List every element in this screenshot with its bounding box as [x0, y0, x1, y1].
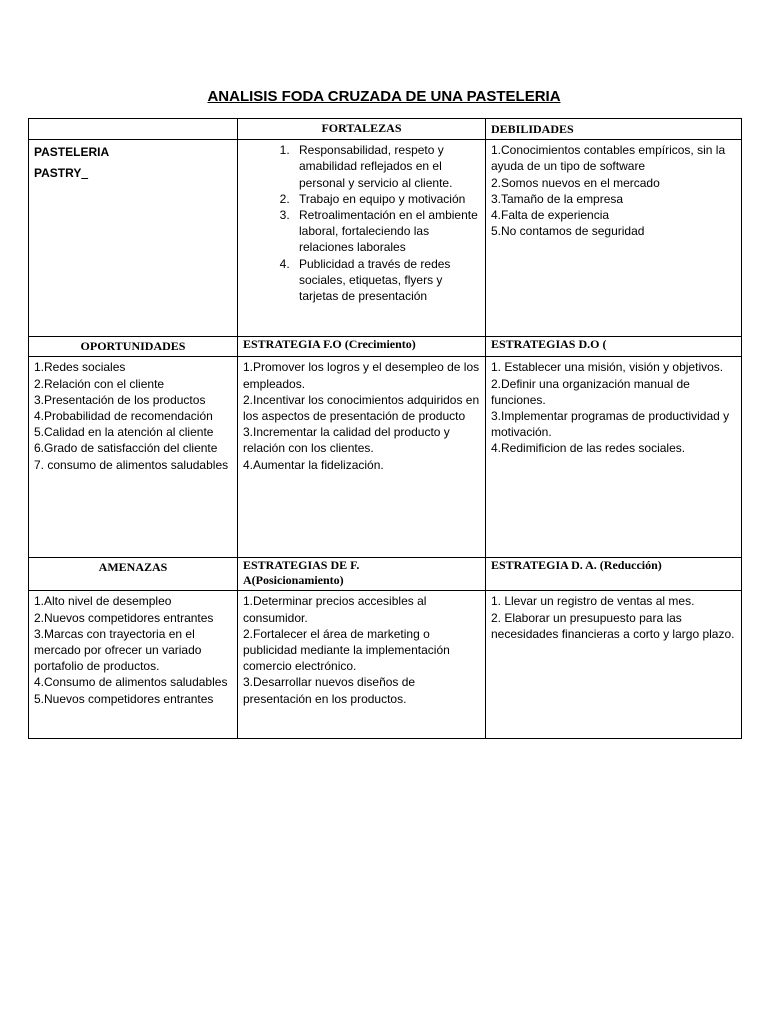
- amenazas-header: AMENAZAS: [29, 558, 238, 591]
- oportunidad-item: 3.Presentación de los productos: [34, 392, 206, 407]
- estrategia-fa-item: 1.Determinar precios accesibles al consumidor.: [243, 594, 427, 625]
- estrategia-fa-item: 3.Desarrollar nuevos diseños de presentación en los productos.: [243, 675, 416, 706]
- fortalezas-header: FORTALEZAS: [238, 119, 486, 140]
- fortalezas-cell: [238, 140, 486, 337]
- amenaza-item: 5.Nuevos competidores entrantes: [34, 691, 214, 706]
- oportunidades-row: [29, 357, 742, 558]
- amenazas-row: [29, 591, 742, 739]
- estrategia-fo-item: 2.Incentivar los conocimientos adquiridos en los aspectos de presentación de producto: [243, 392, 480, 424]
- estrategias-fo-cell: [238, 357, 486, 558]
- fortalezas-list: [243, 142, 480, 304]
- oportunidades-cell: [29, 357, 238, 558]
- company-name-line2: PASTRY: [34, 166, 82, 181]
- estrategia-do-item: 4.Redimificion de las redes sociales.: [491, 441, 686, 456]
- amenaza-item: 1.Alto nivel de desempleo: [34, 594, 172, 609]
- estrategias-fa-cell: [238, 591, 486, 739]
- estrategia-do-item: 2.Definir una organización manual de funciones.: [491, 376, 690, 407]
- debilidades-header: DEBILIDADES: [486, 119, 742, 140]
- estrategia-fo-item: 3.Incrementar la calidad del producto y relación con los clientes.: [243, 425, 450, 456]
- fortaleza-item: 2. Trabajo en equipo y motivación: [293, 191, 480, 207]
- header-row-amenazas: [29, 558, 742, 591]
- company-name-line1: PASTELERIA: [34, 145, 110, 160]
- oportunidad-item: 5.Calidad en la atención al cliente: [34, 425, 214, 440]
- oportunidad-item: 6.Grado de satisfacción del cliente: [34, 441, 218, 456]
- estrategia-da-item: 1. Llevar un registro de ventas al mes.: [491, 594, 695, 609]
- oportunidad-item: 1.Redes sociales: [34, 360, 126, 375]
- estrategias-fa-header-line2: A(Posicionamiento): [243, 573, 344, 588]
- amenazas-cell: [29, 591, 238, 739]
- fortaleza-item: 1. Responsabilidad, respeto y amabilidad reflejados en el personal y servicio al cliente.: [293, 142, 480, 191]
- estrategia-fa-item: 2.Fortalecer el área de marketing o publicidad mediante la implementación comercio electrónico.: [243, 626, 450, 674]
- estrategia-do-item: 1. Establecer una misión, visión y objetivos.: [491, 360, 724, 375]
- debilidad-item: 3.Tamaño de la empresa: [491, 191, 624, 206]
- debilidad-item: 2.Somos nuevos en el mercado: [491, 175, 660, 190]
- oportunidad-item: 4.Probabilidad de recomendación: [34, 409, 213, 424]
- estrategia-do-item: 3.Implementar programas de productividad y motivación.: [491, 409, 730, 440]
- oportunidad-item: 7. consumo de alimentos saludables: [34, 457, 229, 472]
- estrategia-da-header: ESTRATEGIA D. A. (Reducción): [486, 558, 742, 591]
- debilidad-item: 1.Conocimientos contables empíricos, sin la ayuda de un tipo de software: [491, 143, 726, 174]
- oportunidad-item: 2.Relación con el cliente: [34, 376, 165, 391]
- estrategia-fo-item: 1.Promover los logros y el desempleo de los empleados.: [243, 360, 480, 391]
- estrategias-do-cell: [486, 357, 742, 558]
- empty-corner-cell: [29, 119, 238, 140]
- estrategias-fa-header-line1: ESTRATEGIAS DE F.: [243, 558, 360, 573]
- estrategias-do-header: ESTRATEGIAS D.O (: [486, 337, 742, 357]
- amenaza-item: 2.Nuevos competidores entrantes: [34, 610, 214, 625]
- company-cell: [29, 140, 238, 337]
- amenaza-item: 3.Marcas con trayectoria en el mercado por ofrecer un variado portafolio de productos.: [34, 626, 202, 674]
- amenaza-item: 4.Consumo de alimentos saludables: [34, 675, 228, 690]
- document-title: ANALISIS FODA CRUZADA DE UNA PASTELERIA: [207, 88, 561, 105]
- fortaleza-item: 3. Retroalimentación en el ambiente laboral, fortaleciendo las relaciones laborales: [293, 207, 480, 256]
- foda-table: [28, 118, 742, 739]
- debilidades-cell: [486, 140, 742, 337]
- estrategia-da-item: 2. Elaborar un presupuesto para las necesidades financieras a corto y largo plazo.: [491, 610, 735, 641]
- estrategias-da-cell: [486, 591, 742, 739]
- debilidad-item: 4.Falta de experiencia: [491, 208, 610, 223]
- fortalezas-debilidades-row: [29, 140, 742, 337]
- debilidad-item: 5.No contamos de seguridad: [491, 224, 645, 239]
- estrategia-fo-header: ESTRATEGIA F.O (Crecimiento): [238, 337, 486, 357]
- fortaleza-item: 4. Publicidad a través de redes sociales, etiquetas, flyers y tarjetas de presentación: [293, 256, 480, 305]
- company-underscore: _: [81, 166, 89, 181]
- estrategias-fa-header: [238, 558, 486, 591]
- header-row-oportunidades: [29, 337, 742, 357]
- estrategia-fo-item: 4.Aumentar la fidelización.: [243, 457, 384, 472]
- oportunidades-header: OPORTUNIDADES: [29, 337, 238, 357]
- header-row-fortalezas-debilidades: [29, 119, 742, 140]
